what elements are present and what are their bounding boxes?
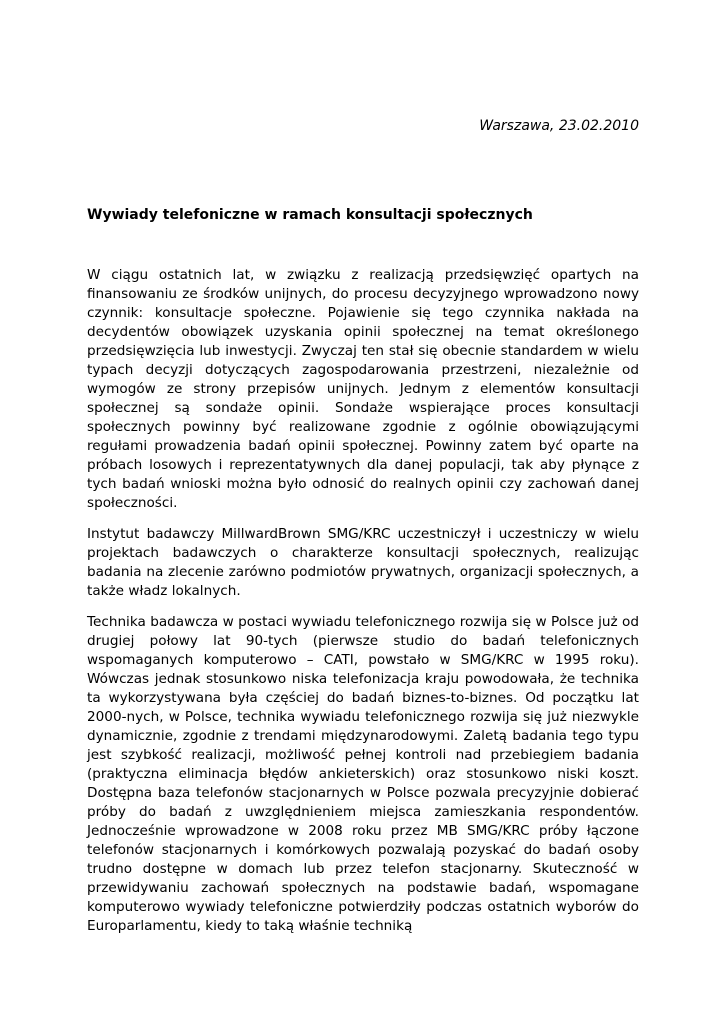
document-date: Warszawa, 23.02.2010 (479, 118, 639, 134)
document-body (87, 266, 639, 948)
paragraph-telephone-technique: Technika badawcza w postaci wywiadu telefonicznego rozwija się w Polsce już od drugiej połowy lat 90-tych (pierwsze studio do badań telefonicznych wspomaganych komputerowo – CATI, powstało w SMG/KRC w 1995 roku). Wówczas jednak stosunkowo niska telefonizacja kraju powodowała, że technika ta wykorzystywana była częściej do badań biznes-to-biznes. Od początku lat 2000-nych, w Polsce, technika wywiadu telefonicznego rozwija się już niezwykle dynamicznie, zgodnie z trendami międzynarodowymi. Zaletą badania tego typu jest szybkość realizacji, możliwość pełnej kontroli nad przebiegiem badania (praktyczna eliminacja błędów ankieterskich) oraz stosunkowo niski koszt. Dostępna baza telefonów stacjonarnych w Polsce pozwala precyzyjnie dobierać próby do badań z uwzględnieniem miejsca zamieszkania respondentów. Jednocześnie wprowadzone w 2008 roku przez MB SMG/KRC próby łączone telefonów stacjonarnych i komórkowych pozwalają pozyskać do badań osoby trudno dostępne w domach lub przez telefon stacjonarny. Skuteczność w przewidywaniu zachowań społecznych na podstawie badań, wspomagane komputerowo wywiady telefoniczne potwierdziły podczas ostatnich wyborów do Europarlamentu, kiedy to taką właśnie techniką (87, 614, 639, 934)
paragraph-institute: Instytut badawczy MillwardBrown SMG/KRC uczestniczył i uczestniczy w wielu projektach badawczych o charakterze konsultacji społecznych, realizując badania na zlecenie zarówno podmiotów prywatnych, organizacji społecznych, a także władz lokalnych. (87, 526, 639, 599)
paragraph-intro: W ciągu ostatnich lat, w związku z realizacją przedsięwzięć opartych na finansowaniu ze środków unijnych, do procesu decyzyjnego wprowadzono nowy czynnik: konsultacje społeczne. Pojawienie się tego czynnika nakłada na decydentów obowiązek uzyskania opinii społecznej na temat określonego przedsięwzięcia lub inwestycji. Zwyczaj ten stał się obecnie standardem w wielu typach decyzji dotyczących zagospodarowania przestrzeni, niezależnie od wymogów ze strony przepisów unijnych. Jednym z elementów konsultacji społecznej są sondaże opinii. Sondaże wspierające proces konsultacji społecznych powinny być realizowane zgodnie z ogólnie obowiązującymi regułami prowadzenia badań opinii społecznej. Powinny zatem być oparte na próbach losowych i reprezentatywnych dla danej populacji, tak aby płynące z tych badań wnioski można było odnosić do realnych opinii czy zachowań danej społeczności. (87, 267, 639, 511)
document-title: Wywiady telefoniczne w ramach konsultacji społecznych (87, 207, 533, 223)
